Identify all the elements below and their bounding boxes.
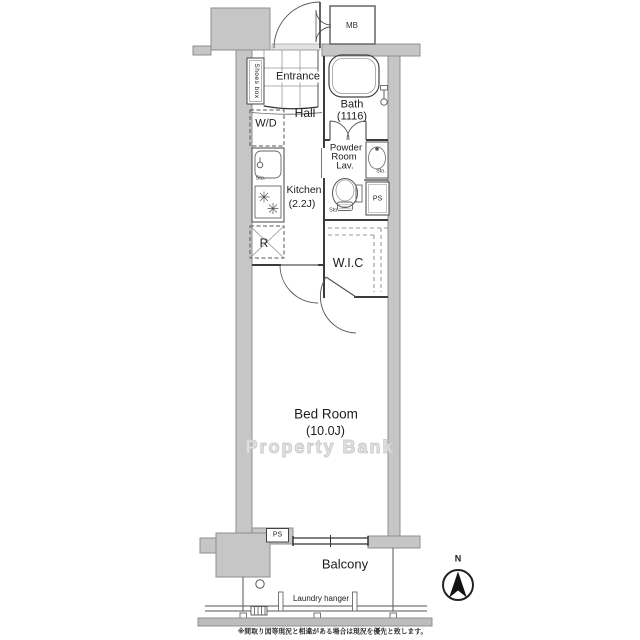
wall-left-column (236, 50, 252, 533)
laundry-hanger-label: Laundry hanger (292, 594, 350, 603)
bedroom-door (280, 265, 318, 303)
shoes-box-label: Shoes box (252, 63, 260, 99)
north-compass (443, 570, 473, 600)
powder-room-label-line1: Powder (329, 142, 363, 154)
storage-kitchen-label: Sto. (255, 174, 266, 181)
bedroom-label: Bed Room (294, 406, 358, 422)
powder-room-label-line3: Lav. (336, 160, 354, 172)
shower-fixture (381, 86, 388, 106)
bedroom-window (293, 535, 368, 547)
structural-walls (193, 8, 420, 577)
wall-top-left-stub (193, 46, 211, 55)
bath-doors (330, 121, 366, 140)
lavatory-faucet (375, 147, 379, 151)
storage-toilet-label: Sto. (329, 206, 339, 213)
bedroom-size-label: (10.0J) (306, 423, 345, 438)
laundry-hanger-post-left (279, 592, 284, 611)
wall-right-column (388, 56, 400, 540)
washer-dryer-label: W/D (255, 117, 277, 130)
entrance-threshold (272, 44, 320, 50)
balcony-railing-bar (198, 618, 432, 626)
balcony-hatch (251, 607, 267, 616)
bathtub (329, 55, 379, 97)
disclaimer-text: ※間取り図等現況と相違がある場合は現況を優先と致します。 (237, 628, 428, 636)
wall-balcony-tab (200, 538, 216, 553)
wall-balcony-block (216, 533, 270, 577)
bath-label: Bath (340, 98, 364, 111)
kitchen-label: Kitchen (286, 183, 322, 196)
wall-top-left-block (211, 8, 270, 50)
powder-room-label-line2: Room (331, 151, 357, 163)
wic-door (320, 277, 356, 333)
balcony-drain (256, 580, 264, 588)
hall-label: Hall (294, 106, 316, 120)
storage-lavatory-label: Sto. (376, 167, 386, 174)
kitchen-counter (252, 148, 284, 222)
entrance-door (274, 2, 320, 48)
kitchen-size-label: (2.2J) (288, 197, 316, 210)
meter-box-label: MB (346, 21, 358, 30)
entrance-label: Entrance (275, 70, 321, 83)
toilet (333, 179, 363, 211)
wall-top-right-bar (322, 44, 420, 56)
wic-label: W.I.C (332, 255, 364, 270)
refrigerator-label: R (259, 235, 269, 250)
pipe-space-upper-label: PS (372, 195, 383, 202)
balcony-label: Balcony (321, 556, 369, 572)
laundry-hanger-post-right (353, 592, 358, 611)
bath-size-label: (1116) (336, 110, 368, 123)
wall-bottom-right-segment (368, 536, 420, 548)
watermark: Property Bank (245, 437, 395, 457)
compass-north-label: N (454, 553, 462, 563)
pipe-space-lower-label: PS (272, 531, 283, 539)
north-arrow-icon (449, 572, 467, 598)
